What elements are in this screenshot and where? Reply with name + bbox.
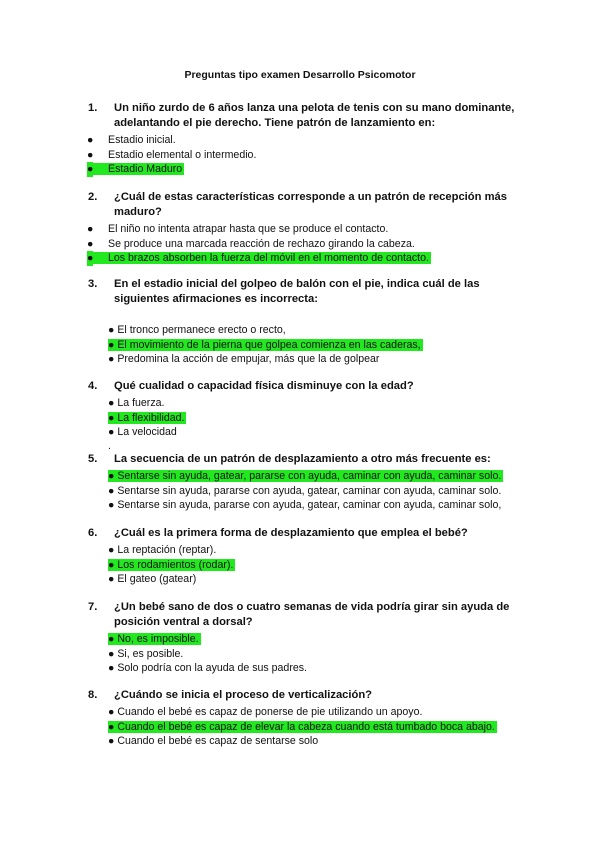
option-text: El niño no intenta atrapar hasta que se produce el contacto. xyxy=(108,223,389,235)
question-number: 7. xyxy=(88,601,98,613)
option-text: ● La flexibilidad. xyxy=(108,411,185,424)
option-text: Estadio Maduro xyxy=(87,163,184,175)
option-correct xyxy=(82,162,532,177)
question-text: Qué cualidad o capacidad física disminuye con la edad? xyxy=(114,380,414,392)
option-text: ● El tronco permanece erecto o recto, xyxy=(108,324,286,336)
option-correct xyxy=(82,720,532,735)
option-correct xyxy=(82,558,532,573)
option xyxy=(82,484,532,499)
question-text: En el estadio inicial del golpeo de balón con el pie, indica cuál de las siguientes afirmaciones es incorrecta: xyxy=(114,278,480,305)
question-text: ¿Un bebé sano de dos o cuatro semanas de vida podría girar sin ayuda de posición ventral a dorsal? xyxy=(114,601,510,628)
stray-dot: . xyxy=(108,439,111,452)
option-list xyxy=(82,705,532,749)
option xyxy=(82,647,532,662)
option-text: ● La velocidad xyxy=(108,426,177,439)
option xyxy=(82,498,532,513)
option-correct xyxy=(82,411,532,426)
option-list xyxy=(82,396,532,452)
option-text: ● La fuerza. xyxy=(108,397,165,409)
option-correct xyxy=(82,469,532,484)
option-text: ● Cuando el bebé es capaz de sentarse solo xyxy=(108,735,319,748)
option-text: ● El gateo (gatear) xyxy=(108,573,197,586)
option-list xyxy=(82,133,532,177)
question-heading xyxy=(82,452,532,467)
option-list xyxy=(82,469,532,513)
question-heading xyxy=(82,600,532,630)
question-block xyxy=(82,526,532,587)
option-text: ● Sentarse sin ayuda, gatear, pararse con ayuda, caminar con ayuda, caminar solo. xyxy=(108,470,502,482)
question-heading xyxy=(82,277,532,307)
option-text: ● El movimiento de la pierna que golpea comienza en las caderas, xyxy=(108,338,421,351)
question-block xyxy=(82,452,532,513)
option-correct xyxy=(82,251,532,266)
option xyxy=(82,572,532,587)
question-text: ¿Cuándo se inicia el proceso de verticalización? xyxy=(114,689,373,701)
option xyxy=(82,425,532,440)
question-block xyxy=(82,277,532,367)
question-number: 4. xyxy=(88,380,98,392)
option-text: Estadio elemental o intermedio. xyxy=(108,148,257,161)
option-list xyxy=(82,632,532,676)
question-heading xyxy=(82,688,532,703)
option xyxy=(82,734,532,749)
option-text: ● Predomina la acción de empujar, más que la de golpear xyxy=(108,353,380,366)
question-block xyxy=(82,688,532,749)
option xyxy=(82,148,532,163)
option-text: ● Solo podría con la ayuda de sus padres. xyxy=(108,662,307,675)
question-block xyxy=(82,190,532,266)
option-text: ● Si, es posible. xyxy=(108,647,184,660)
question-number: 3. xyxy=(88,278,98,290)
option-text: Estadio inicial. xyxy=(108,134,176,146)
bullet-icon: ● xyxy=(87,252,94,265)
question-block xyxy=(82,101,532,177)
option xyxy=(82,352,532,367)
option-correct xyxy=(82,632,532,647)
option-text: ● Los rodamientos (rodar). xyxy=(108,558,234,571)
question-heading xyxy=(82,101,532,131)
option xyxy=(82,237,532,252)
bullet-icon: ● xyxy=(87,237,94,250)
option-correct xyxy=(82,338,532,353)
question-block xyxy=(82,379,532,452)
option xyxy=(82,543,532,558)
question-number: 6. xyxy=(88,527,98,539)
question-heading xyxy=(82,379,532,394)
question-text: ¿Cuál de estas características corresponde a un patrón de recepción más maduro? xyxy=(114,191,507,218)
option xyxy=(82,396,532,411)
bullet-icon: ● xyxy=(87,148,94,161)
question-text: ¿Cuál es la primera forma de desplazamiento que emplea el bebé? xyxy=(114,527,468,539)
question-text: Un niño zurdo de 6 años lanza una pelota de tenis con su mano dominante, adelantando el pie derecho. Tiene patrón de lanzamiento en: xyxy=(114,102,515,129)
question-number: 2. xyxy=(88,191,98,203)
option xyxy=(82,323,532,338)
option-text: Se produce una marcada reacción de rechazo girando la cabeza. xyxy=(108,237,415,250)
question-heading xyxy=(82,190,532,220)
bullet-icon: ● xyxy=(87,163,94,176)
question-number: 5. xyxy=(88,453,98,465)
option-list xyxy=(82,543,532,587)
bullet-icon: ● xyxy=(87,134,94,146)
option-text: ● Sentarse sin ayuda, pararse con ayuda, gatear, caminar con ayuda, caminar solo, xyxy=(108,499,502,512)
question-number: 1. xyxy=(88,102,98,114)
option-text: ● Cuando el bebé es capaz de elevar la cabeza cuando está tumbado boca abajo. xyxy=(108,720,495,733)
option xyxy=(82,705,532,720)
option-text: ● La reptación (reptar). xyxy=(108,544,217,556)
question-number: 8. xyxy=(88,689,98,701)
option xyxy=(82,222,532,237)
option-text: ● Cuando el bebé es capaz de ponerse de pie utilizando un apoyo. xyxy=(108,706,423,718)
option-text: ● No, es imposible. xyxy=(108,633,199,645)
option xyxy=(82,133,532,148)
bullet-icon: ● xyxy=(87,223,94,235)
option xyxy=(82,661,532,676)
option-text: ● Sentarse sin ayuda, pararse con ayuda, gatear, caminar con ayuda, caminar solo. xyxy=(108,484,502,497)
question-text: La secuencia de un patrón de desplazamiento a otro más frecuente es: xyxy=(114,453,491,465)
option-text: Los brazos absorben la fuerza del móvil en el momento de contacto. xyxy=(87,252,431,264)
option-list xyxy=(82,222,532,266)
question-heading xyxy=(82,526,532,541)
question-block xyxy=(82,600,532,676)
document-title: Preguntas tipo examen Desarrollo Psicomotor xyxy=(184,69,416,81)
option-list xyxy=(82,309,532,367)
